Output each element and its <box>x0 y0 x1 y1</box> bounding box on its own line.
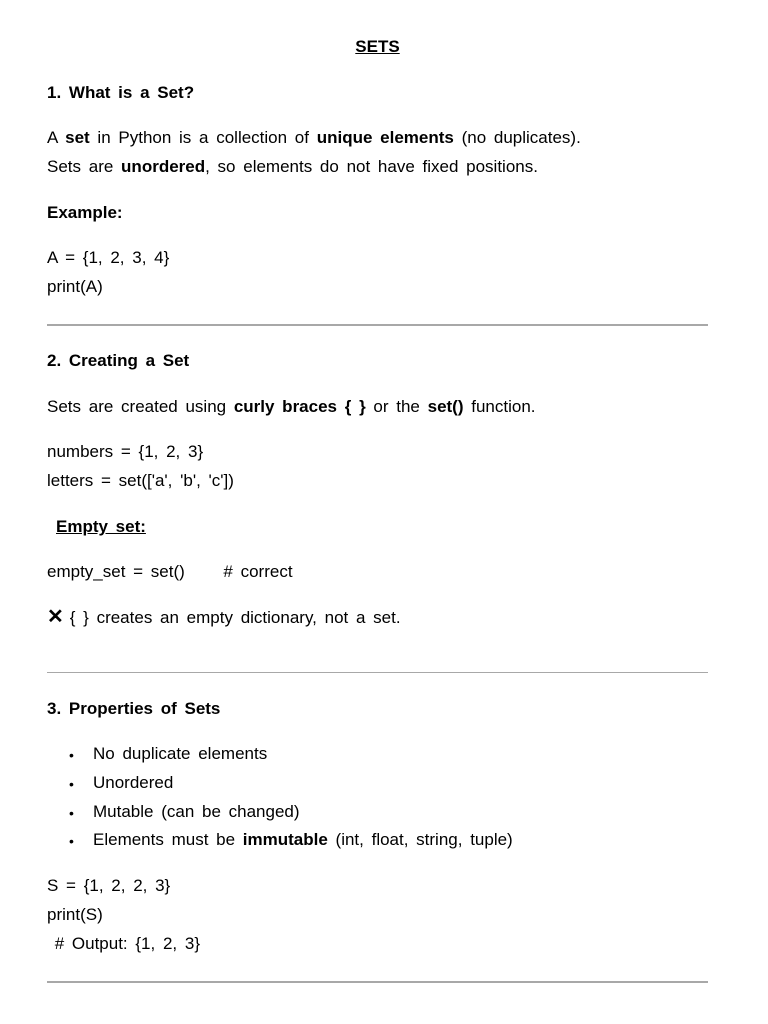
bold-term-unique-elements: unique elements <box>316 128 454 147</box>
text: A <box>47 128 66 147</box>
section-divider <box>47 981 708 983</box>
text: in Python is a collection of <box>89 128 317 147</box>
text: , so elements do not have fixed positions. <box>205 157 538 176</box>
list-item: No duplicate elements <box>93 744 268 763</box>
code-line: # Output: {1, 2, 3} <box>47 934 200 953</box>
bullet-icon: • <box>69 747 74 763</box>
text: Sets are <box>47 157 122 176</box>
section-2-heading: 2. Creating a Set <box>47 351 190 370</box>
bullet-icon: • <box>69 833 74 849</box>
text: (int, float, string, tuple) <box>327 830 513 849</box>
section-3-heading: 3. Properties of Sets <box>47 699 221 718</box>
text: function. <box>463 397 536 416</box>
code-line: letters = set(['a', 'b', 'c']) <box>47 471 234 490</box>
code-line: S = {1, 2, 2, 3} <box>47 876 171 895</box>
bold-term-unordered: unordered <box>121 157 206 176</box>
text: (no duplicates). <box>453 128 581 147</box>
code-line: print(A) <box>47 277 103 296</box>
section-divider <box>47 324 708 326</box>
bullet-icon: • <box>69 805 74 821</box>
text: Elements must be <box>93 830 243 849</box>
code-line: empty_set = set() # correct <box>47 562 293 581</box>
bold-term-set-function: set() <box>427 397 464 416</box>
warning-text: { } creates an empty dictionary, not a set. <box>69 608 401 627</box>
code-line: numbers = {1, 2, 3} <box>47 442 204 461</box>
code-line: print(S) <box>47 905 103 924</box>
text: or the <box>365 397 428 416</box>
warning-line <box>47 607 401 628</box>
bold-term-set: set <box>65 128 90 147</box>
code-line: A = {1, 2, 3, 4} <box>47 248 170 267</box>
cross-icon: ✕ <box>47 606 64 628</box>
list-item <box>93 830 513 850</box>
list-item: Mutable (can be changed) <box>93 802 300 821</box>
section-divider <box>47 672 708 673</box>
text: Sets are created using <box>47 397 234 416</box>
section-2-paragraph <box>47 397 536 417</box>
section-1-paragraph-line-1 <box>47 128 581 148</box>
bold-term-immutable: immutable <box>242 830 328 849</box>
example-label: Example: <box>47 203 123 222</box>
section-1-paragraph-line-2 <box>47 157 538 177</box>
empty-set-label: Empty set: <box>56 517 146 536</box>
page-title: SETS <box>355 37 400 56</box>
list-item: Unordered <box>93 773 174 792</box>
section-1-heading: 1. What is a Set? <box>47 83 195 102</box>
bullet-icon: • <box>69 776 74 792</box>
bold-term-curly-braces: curly braces { } <box>233 397 366 416</box>
